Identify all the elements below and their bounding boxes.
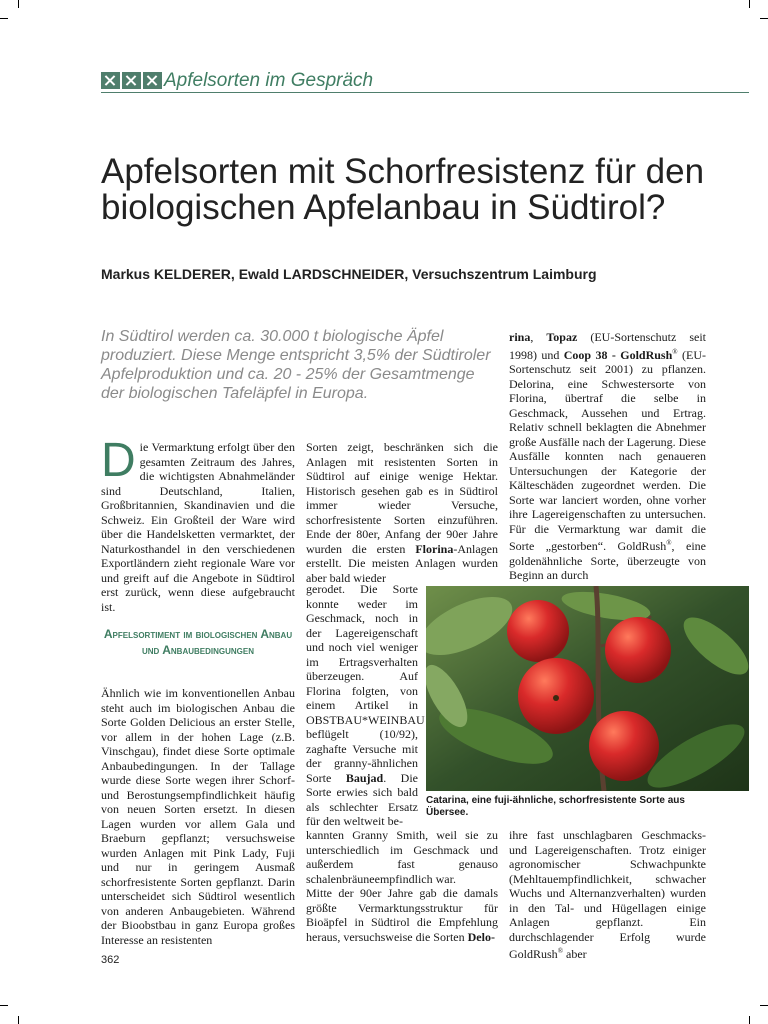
body-paragraph	[306, 440, 498, 585]
article-title: Apfelsorten mit Schorfresistenz für den biologischen Apfelanbau in Südtirol?	[101, 152, 705, 227]
text-run: , eine goldenähnliche Sorte, überzeugte von Beginn an durch	[509, 539, 706, 582]
registered-mark: ®	[557, 947, 564, 955]
column-3-top	[509, 330, 706, 583]
section-header	[101, 70, 749, 94]
crop-mark	[749, 1016, 750, 1024]
body-paragraph	[306, 582, 425, 829]
text-run: . Die Sorte erwies sich bald als schlechter Ersatz für den weltweit be-	[306, 770, 418, 828]
text-run: ihre fast unschlagbaren Geschmacks- und Lagereigenschaften. Trotz einiger agronomischer Schwachpunkte (Mehltauempfindlichkeit, schwacher Wuchs und Alternanzverhalten) wurden in den Tal- und Hügellagen einige Anlagen gepflanzt. Ein durchschlagender Erfolg wurde GoldRush	[509, 828, 706, 961]
intro-paragraph: ie Vermarktung erfolgt über den gesamten Zeitraum des Jahres, die wichtigsten Abnahmeländer sind Deutschland, Italien, Großbritannien, Skandinavien und die Schweiz. Ein Großteil der Ware wird über die Handelsketten vermarktet, der Naturkosthandel in den verschiedenen Exportländern zieht regionale Ware vor und greift auf die Angebote in Südtirol erst zurück, wenn diese aufgebraucht ist.	[101, 440, 295, 614]
crop-mark	[760, 1005, 768, 1006]
apple-photo	[426, 586, 749, 791]
lead-paragraph: In Südtirol werden ca. 30.000 t biologische Äpfel produziert. Diese Menge entspricht 3,5% der Südtiroler Apfelproduktion und ca. 20 - 25% der Gesamtmenge der biologischen Tafeläpfel in Europa.	[101, 328, 491, 402]
apple-illustration	[426, 586, 749, 791]
x-box-icon	[122, 72, 141, 89]
variety-delorina-end: rina	[509, 330, 531, 344]
registered-mark: ®	[672, 347, 678, 356]
section-label: Apfelsorten im Gespräch	[164, 70, 374, 91]
body-paragraph: Ähnlich wie im konventionellen Anbau steht auch im biologischen Anbau die Sorte Golden Delicious an erster Stelle, vor allem in der hohen Lage (z.B. Vinschgau), findet diese Sorte optimale Anbaubedingungen. In der Tallage wurde diese Sorte wegen ihrer Schorf- und Berostungsempfindlichkeit häufig von neuen Sorten ersetzt. In diesen Lagen wurden vor allem Gala und Braeburn gepflanzt; versuchsweise wurden Anlagen mit Pink Lady, Fuji und nur in geringem Ausmaß schorfresistente Sorten gepflanzt. Darin unterscheidet sich Südtirol wesentlich von anderen Anbaugebieten. Während der Bioobstbau in ganz Europa großes Interesse an resistenten	[101, 686, 295, 947]
column-2-top	[306, 440, 498, 585]
text-run: aber	[563, 947, 587, 961]
text-run: Sorten zeigt, beschränken sich die Anlagen mit resistenten Sorten in Südtirol auf einige wenige Hektar. Historisch gesehen gab es in Südtirol immer wieder Versuche, schorfresistente Sorten einzuführen. Ende der 80er, Anfang der 90er Jahre wurden die ersten	[306, 440, 498, 556]
variety-baujad: Baujad	[345, 770, 384, 785]
variety-goldrush: Coop 38 - GoldRush	[563, 347, 673, 362]
article-authors: Markus KELDERER, Ewald LARDSCHNEIDER, Versuchszentrum Laimburg	[101, 266, 597, 282]
text-run: (EU-Sortenschutz seit 1998) und	[509, 330, 707, 362]
registered-mark: ®	[666, 539, 672, 547]
page-number: 362	[101, 954, 120, 966]
x-box-icon	[101, 72, 120, 89]
variety-topaz: Topaz	[546, 330, 578, 344]
column-1-intro	[101, 434, 295, 614]
photo-caption: Catarina, eine fuji-ähnliche, schorfresistente Sorte aus Übersee.	[426, 795, 685, 818]
text-run: (EU-Sortenschutz seit 2001) zu pflanzen. Delorina, eine Schwestersorte von Florina, übertraf die selbe in Geschmack, Aussehen und Ertrag. Relativ schnell beklagten die Abnehmer große Ausfälle nach der Lagerung. Diese Ausfälle konnten nach genaueren Untersuchungen der Kategorie der Kälteschäden zugeordnet werden. Die Sorte war lanciert worden, ohne vorher ihre Lagereigenschaften zu untersuchen. Für die Vermarktung war damit die Sorte „gestorben“. GoldRush	[509, 347, 706, 553]
text-run: Mitte der 90er Jahre gab die damals größte Vermarktungsstruktur für Bioäpfel in Südtirol die Empfehlung heraus, versuchsweise die Sorten	[306, 886, 498, 944]
drop-cap: D	[101, 434, 136, 487]
crop-mark	[760, 18, 768, 19]
crop-mark	[18, 0, 19, 8]
crop-mark	[749, 0, 750, 8]
crop-mark	[0, 18, 8, 19]
x-box-icon	[143, 72, 162, 89]
variety-delorina: Delo-	[467, 929, 495, 944]
subheading: Apfelsortiment im biologischen Anbau und Anbaubedingungen	[103, 627, 293, 657]
body-paragraph	[306, 886, 498, 944]
text-run: -Anlagen erstellt. Die meisten Anlagen wurden aber bald wieder	[306, 541, 498, 585]
column-2-narrow	[306, 582, 425, 829]
crop-mark	[0, 1005, 8, 1006]
variety-florina: Florina	[415, 541, 454, 556]
text-run: gerodet. Die Sorte konnte weder im Geschmack, noch in der Lagereigenschaft und noch viel weniger im Ertragsverhalten überzeugen. Auf Florina folgten, von einem Artikel in OBSTBAU*WEINBAU beflügelt (10/92), zaghafte Versuche mit der granny-ähnlichen Sorte	[306, 582, 425, 785]
crop-mark	[18, 1016, 19, 1024]
body-paragraph: kannten Granny Smith, weil sie zu unterschiedlich im Geschmack und außerdem fast genauso schalenbräuneempfindlich war.	[306, 828, 498, 886]
column-2-bottom	[306, 828, 498, 944]
body-paragraph	[509, 828, 706, 962]
body-paragraph: rina, Topaz (EU-Sortenschutz seit 1998) und Coop 38 - GoldRush® (EU-Sortenschutz seit 2001) zu pflanzen. Delorina, eine Schwestersorte von Florina, übertraf die selbe in Geschmack, Aussehen und Ertrag. Relativ schnell beklagten die Abnehmer große Ausfälle nach der Lagerung. Diese Ausfälle konnten nach genaueren Untersuchungen der Kategorie der Kälteschäden zugeordnet werden. Die Sorte war lanciert worden, ohne vorher ihre Lagereigenschaften zu untersuchen. Für die Vermarktung war damit die Sorte „gestorben“. GoldRush®, eine goldenähnliche Sorte, überzeugte von Beginn an durch	[509, 330, 707, 582]
column-3-bottom	[509, 828, 706, 962]
section-marker-icons	[101, 72, 162, 89]
section-rule	[101, 92, 749, 93]
column-1-body	[101, 686, 295, 947]
